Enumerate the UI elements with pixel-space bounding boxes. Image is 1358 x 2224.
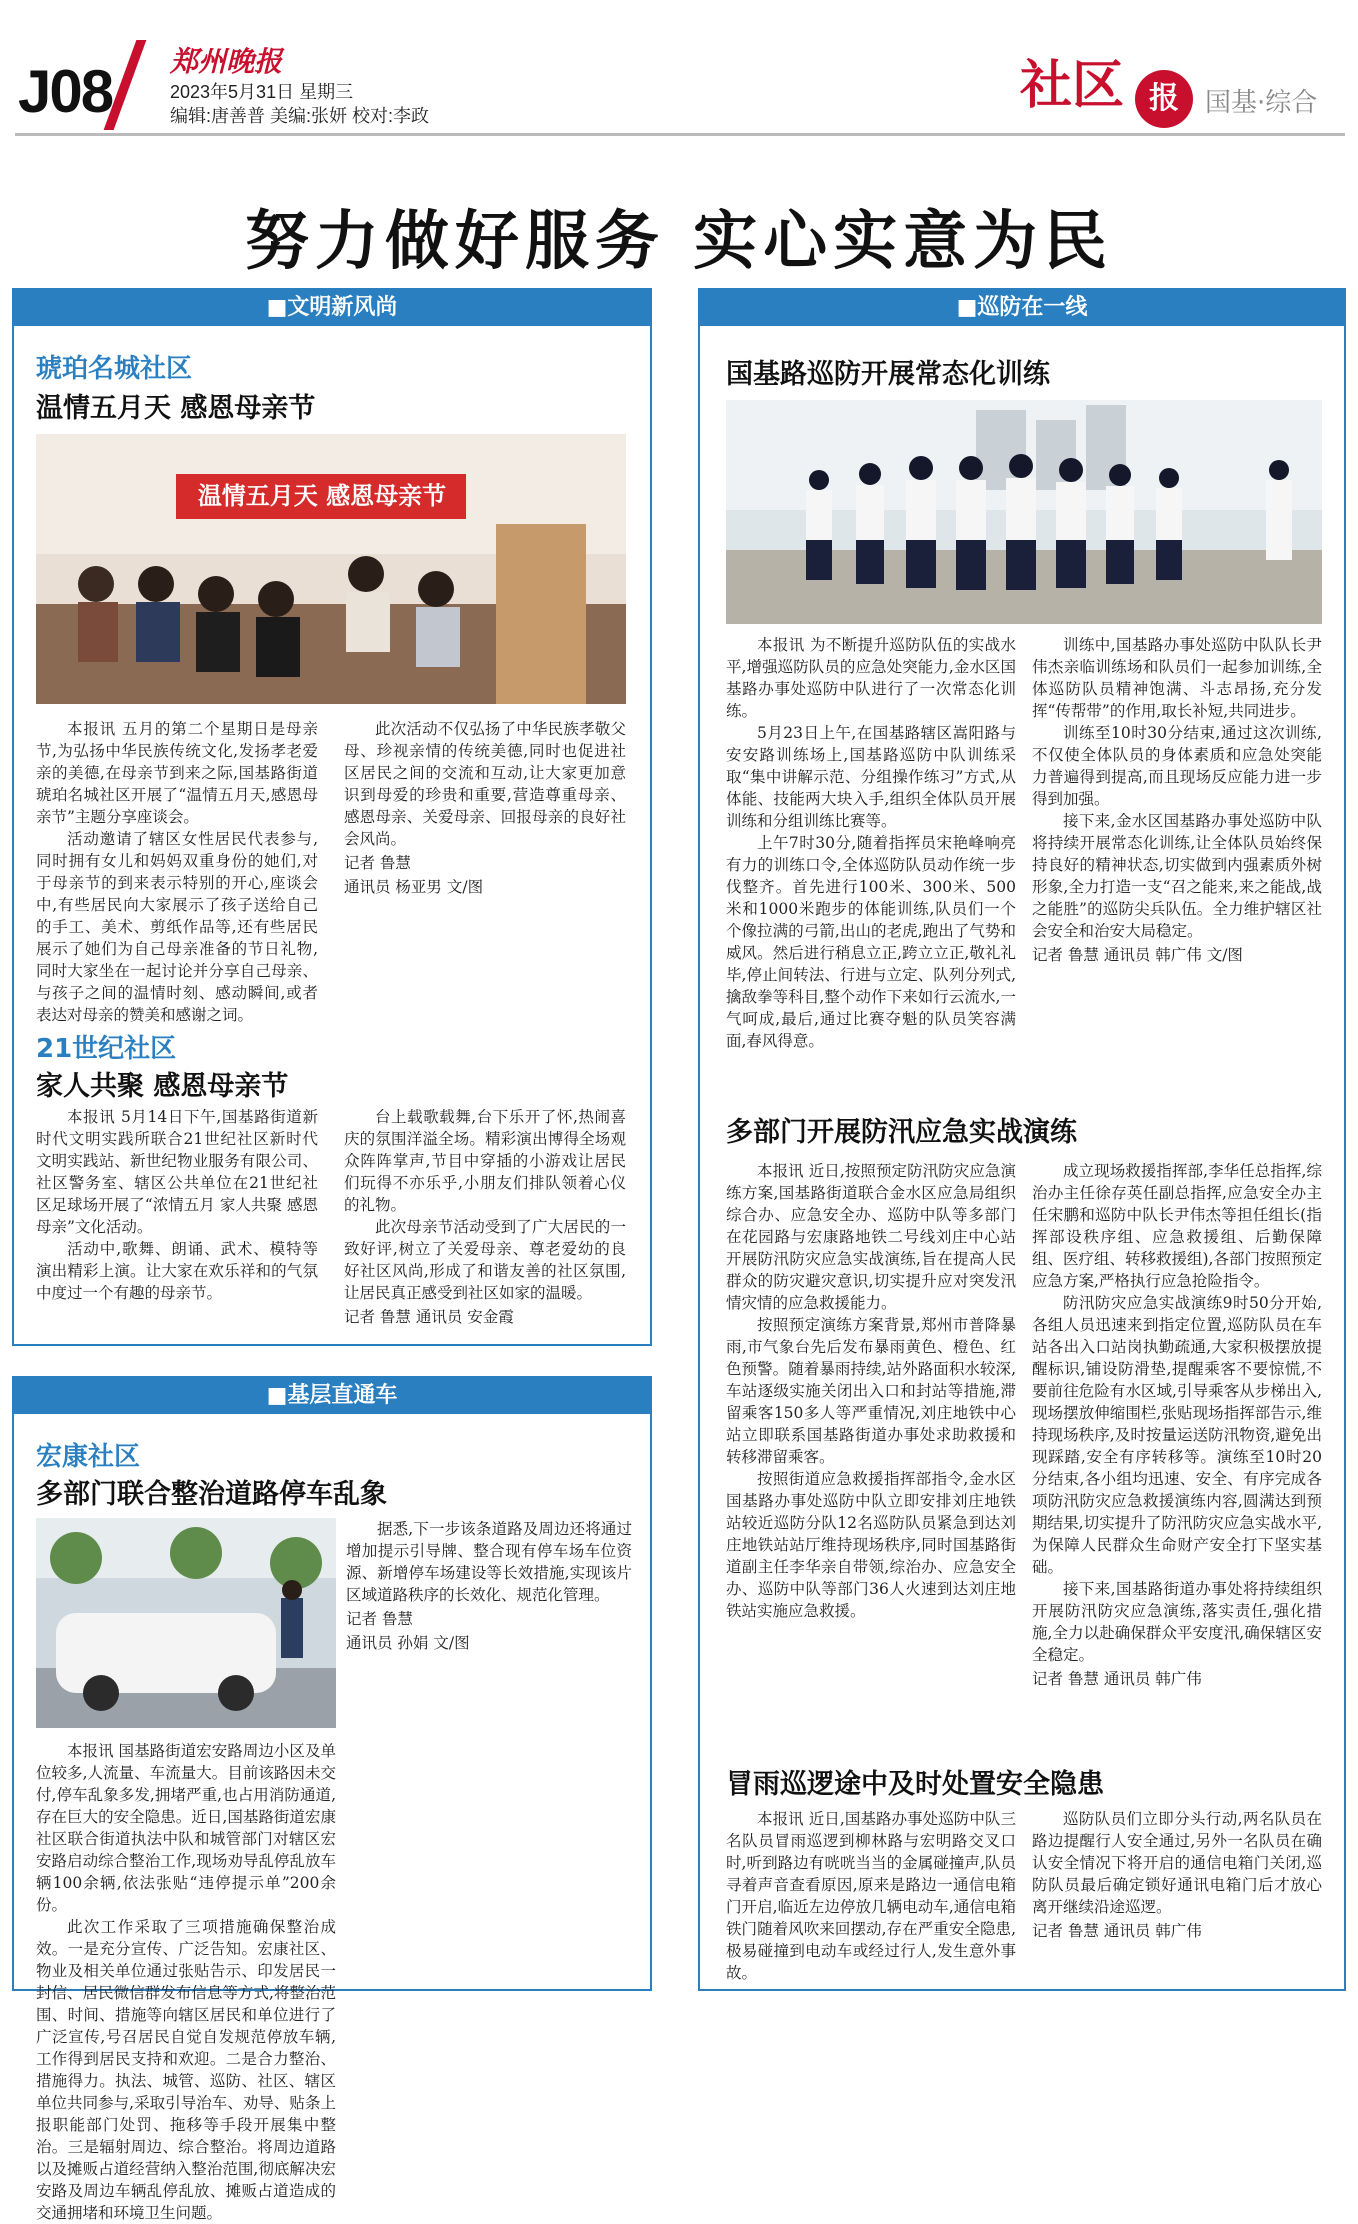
article-kicker: 琥珀名城社区 <box>36 354 193 384</box>
section-subtitle: 国基·综合 <box>1205 88 1318 118</box>
byline: 通讯员 孙娟 文/图 <box>346 1634 470 1652</box>
issue-editors: 编辑:唐善普 美编:张妍 校对:李政 <box>170 106 430 126</box>
column-header-grassroots: ■基层直通车 <box>14 1378 650 1414</box>
article-body <box>344 718 626 898</box>
column-header-patrol: ■巡防在一线 <box>700 290 1344 326</box>
panel-patrol <box>698 288 1346 1991</box>
article-body <box>1032 1160 1322 1690</box>
paragraph: 5月23日上午,在国基路辖区嵩阳路与安安路训练场上,国基路巡防中队训练采取“集中讲解示范、分组操作练习”方式,从体能、技能两大块入手,组织全体队员开展训练和分组训练比赛等。 <box>726 724 1016 830</box>
panel-grassroots <box>12 1376 652 2222</box>
byline: 记者 鲁慧 <box>346 1610 413 1628</box>
article-body <box>726 634 1016 1052</box>
header-divider <box>15 133 1345 136</box>
paper-logo: 郑州晚报 <box>170 45 283 78</box>
page-number: J08 <box>18 58 113 125</box>
mothers-day-photo <box>36 434 626 704</box>
page-headline: 努力做好服务 实心实意为民 <box>244 205 1114 279</box>
article-title: 多部门开展防汛应急实战演练 <box>726 1117 1077 1148</box>
article-body <box>36 1740 336 2224</box>
panel-civil <box>12 288 652 1346</box>
paragraph: 按照街道应急救援指挥部指令,金水区国基路办事处巡防中队立即安排刘庄地铁站较近巡防分队12名巡防队员紧急到达刘庄地铁站站厅维持现场秩序,同时国基路街道副主任李华亲自带领,综治办、应急安全办、巡防中队等部门36人火速到达刘庄地铁站实施应急救援。 <box>726 1470 1016 1620</box>
article-body <box>726 1808 1016 1984</box>
paragraph: 成立现场救援指挥部,李华任总指挥,综治办主任徐存英任副总指挥,应急安全办主任宋鹏和巡防中队长尹伟杰等担任组长(指挥部设秩序组、应急救援组、后勤保障组、医疗组、转移救援组),各部门按照预定应急方案,严格执行应急抢险指令。 <box>1032 1162 1322 1290</box>
paragraph: 本报讯 国基路街道宏安路周边小区及单位较多,人流量、车流量大。目前该路因未交付,停车乱象多发,拥堵严重,也占用消防通道,存在巨大的安全隐患。近日,国基路街道宏康社区联合街道执法中队和城管部门对辖区宏安路启动综合整治工作,现场劝导乱停乱放车辆100余辆,依法张贴“违停提示单”200余份。 <box>36 1742 336 1914</box>
paragraph: 此次母亲节活动受到了广大居民的一致好评,树立了关爱母亲、尊老爱幼的良好社区风尚,形成了和谐友善的社区氛围,让居民真正感受到社区如家的温暖。 <box>344 1218 626 1302</box>
paragraph: 此次活动不仅弘扬了中华民族孝敬父母、珍视亲情的传统美德,同时也促进社区居民之间的交流和互动,让大家更加意识到母爱的珍贵和重要,营造尊重母亲、感恩母亲、关爱母亲、回报母亲的良好社会风尚。 <box>344 720 626 848</box>
section-label <box>1020 56 1340 130</box>
byline: 记者 鲁慧 <box>344 854 411 872</box>
article-body <box>1032 634 1322 966</box>
column-header-civil: ■文明新风尚 <box>14 290 650 326</box>
paragraph: 训练中,国基路办事处巡防中队队长尹伟杰亲临训练场和队员们一起参加训练,全体巡防队员精神饱满、斗志昂扬,充分发挥“传帮带”的作用,取长补短,共同进步。 <box>1032 636 1322 720</box>
paragraph: 接下来,金水区国基路办事处巡防中队将持续开展常态化训练,让全体队员始终保持良好的精神状态,切实做到内强素质外树形象,全力打造一支“召之能来,来之能战,战之能胜”的巡防尖兵队伍。全力维护辖区社会安全和治安大局稳定。 <box>1032 812 1322 940</box>
patrol-training-photo <box>726 400 1322 624</box>
byline: 记者 鲁慧 通讯员 韩广伟 <box>1032 1670 1202 1688</box>
article-body <box>726 1160 1016 1622</box>
issue-date: 2023年5月31日 星期三 <box>170 82 354 102</box>
article-kicker: 21世纪社区 <box>36 1034 177 1064</box>
paragraph: 此次工作采取了三项措施确保整治成效。一是充分宣传、广泛告知。宏康社区、物业及相关单位通过张贴告示、印发居民一封信、居民微信群发布信息等方式,将整治范围、时间、措施等向辖区居民和单位进行了广泛宣传,号召居民自觉自发规范停放车辆,工作得到居民支持和欢迎。二是合力整治、措施得力。执法、城管、巡防、社区、辖区单位共同参与,采取引导治车、劝导、贴条上报职能部门处罚、拖移等手段开展集中整治。三是辐射周边、综合整治。将周边道路以及摊贩占道经营纳入整治范围,彻底解决宏安路及周边车辆乱停乱放、摊贩占道造成的交通拥堵和环境卫生问题。 <box>36 1918 336 2222</box>
article-title: 冒雨巡逻途中及时处置安全隐患 <box>726 1769 1104 1800</box>
paragraph: 巡防队员们立即分头行动,两名队员在路边提醒行人安全通过,另外一名队员在确认安全情况下将开启的通信电箱门关闭,巡防队员最后确定锁好通讯电箱门后才放心离开继续沿途巡逻。 <box>1032 1810 1322 1916</box>
paragraph: 台上载歌载舞,台下乐开了怀,热闹喜庆的氛围洋溢全场。精彩演出博得全场观众阵阵掌声,节目中穿插的小游戏让居民们玩得不亦乐乎,小朋友们排队领着心仪的礼物。 <box>344 1108 626 1214</box>
article-kicker: 宏康社区 <box>36 1442 141 1472</box>
byline: 记者 鲁慧 通讯员 安金霞 <box>344 1308 514 1326</box>
article-body <box>1032 1808 1322 1942</box>
paragraph: 活动邀请了辖区女性居民代表参与,同时拥有女儿和妈妈双重身份的她们,对于母亲节的到来表示特别的开心,座谈会中,有些居民向大家展示了孩子送给自己的手工、美术、剪纸作品等,还有些居民展示了她们为自己母亲准备的节日礼物,同时大家坐在一起讨论并分享自己母亲、与孩子之间的温情时刻、感动瞬间,或者表达对母亲的赞美和感谢之词。 <box>36 830 318 1024</box>
byline: 通讯员 杨亚男 文/图 <box>344 878 484 896</box>
paragraph: 按照预定演练方案背景,郑州市普降暴雨,市气象台先后发布暴雨黄色、橙色、红色预警。随着暴雨持续,站外路面积水较深,车站逐级实施关闭出入口和封站等措施,滞留乘客150多人等严重情况,刘庄地铁中心站立即联系国基路街道办事处求助救援和转移滞留乘客。 <box>726 1316 1016 1466</box>
article-title: 温情五月天 感恩母亲节 <box>36 393 316 424</box>
parking-photo <box>36 1518 336 1728</box>
paragraph: 训练至10时30分结束,通过这次训练,不仅使全体队员的身体素质和应急处突能力普遍得到提高,而且现场反应能力进一步得到加强。 <box>1032 724 1322 808</box>
article-body <box>344 1106 626 1328</box>
paragraph: 本报讯 近日,按照预定防汛防灾应急演练方案,国基路街道联合金水区应急局组织综合办、应急安全办、巡防中队等多部门在花园路与宏康路地铁二号线刘庄中心站开展防汛防灾应急实战演练,旨在提高人民群众的防灾避灾意识,切实提升应对突发汛情灾情的应急救援能力。 <box>726 1162 1016 1312</box>
article-title: 多部门联合整治道路停车乱象 <box>36 1479 387 1510</box>
paragraph: 本报讯 5月14日下午,国基路街道新时代文明实践所联合21世纪社区新时代文明实践站、新世纪物业服务有限公司、社区警务室、辖区公共单位在21世纪社区足球场开展了“浓情五月 家人共聚 感恩母亲”文化活动。 <box>36 1108 318 1236</box>
paragraph: 本报讯 为不断提升巡防队伍的实战水平,增强巡防队员的应急处突能力,金水区国基路办事处巡防中队进行了一次常态化训练。 <box>726 636 1016 720</box>
paragraph: 本报讯 五月的第二个星期日是母亲节,为弘扬中华民族传统文化,发扬孝老爱亲的美德,在母亲节到来之际,国基路街道琥珀名城社区开展了“温情五月天,感恩母亲节”主题分享座谈会。 <box>36 720 318 826</box>
article-title: 国基路巡防开展常态化训练 <box>726 359 1050 390</box>
byline: 记者 鲁慧 通讯员 韩广伟 <box>1032 1922 1202 1940</box>
article-body <box>36 718 318 1026</box>
section-name: 社区 <box>1020 56 1125 116</box>
photo-banner-text: 温情五月天 感恩母亲节 <box>197 482 447 510</box>
paragraph: 活动中,歌舞、朗诵、武术、模特等演出精彩上演。让大家在欢乐祥和的气氛中度过一个有趣的母亲节。 <box>36 1240 318 1302</box>
paragraph: 接下来,国基路街道办事处将持续组织开展防汛防灾应急演练,落实责任,强化措施,全力以赴确保群众平安度汛,确保辖区安全稳定。 <box>1032 1580 1322 1664</box>
paragraph: 上午7时30分,随着指挥员宋艳峰响亮有力的训练口令,全体巡防队员动作统一步伐整齐。首先进行100米、300米、500米和1000米跑步的体能训练,队员们一个个像拉满的弓箭,出山的老虎,跑出了气势和威风。然后进行稍息立正,跨立立正,敬礼礼毕,停止间转法、行进与立定、队列分列式,擒敌拳等科目,整个动作下来如行云流水,一气呵成,最后,通过比赛夺魁的队员笑容满面,春风得意。 <box>726 834 1016 1050</box>
article-body <box>36 1106 318 1304</box>
byline: 记者 鲁慧 通讯员 韩广伟 文/图 <box>1032 946 1243 964</box>
paragraph: 据悉,下一步该条道路及周边还将通过增加提示引导牌、整合现有停车场车位资源、新增停车场建设等长效措施,实现该片区域道路秩序的长效化、规范化管理。 <box>346 1520 632 1604</box>
paragraph: 防汛防灾应急实战演练9时50分开始,各组人员迅速来到指定位置,巡防队员在车站各出入口站岗执勤疏通,大家积极摆放提醒标识,铺设防滑垫,提醒乘客不要惊慌,不要前往危险有水区域,引导乘客从步梯出入,现场摆放伸缩围栏,张贴现场指挥部告示,维持现场秩序,及时按量运送防汛物资,避免出现踩踏,安全有序转移等。演练至10时20分结束,各小组均迅速、安全、有序完成各项防汛防灾应急救援演练内容,圆满达到预期结果,切实提升了防汛防灾应急实战水平,为保障人民群众生命财产安全打下坚实基础。 <box>1032 1294 1322 1576</box>
article-body <box>346 1518 632 1654</box>
article-title: 家人共聚 感恩母亲节 <box>36 1071 289 1102</box>
section-badge: 报 <box>1135 70 1193 128</box>
paragraph: 本报讯 近日,国基路办事处巡防中队三名队员冒雨巡逻到柳林路与宏明路交叉口时,听到路边有咣咣当当的金属碰撞声,队员寻着声音查看原因,原来是路边一通信电箱门开启,临近左边停放几辆电动车,通信电箱铁门随着风吹来回摆动,存在严重安全隐患,极易碰撞到电动车或经过行人,发生意外事故。 <box>726 1810 1016 1982</box>
